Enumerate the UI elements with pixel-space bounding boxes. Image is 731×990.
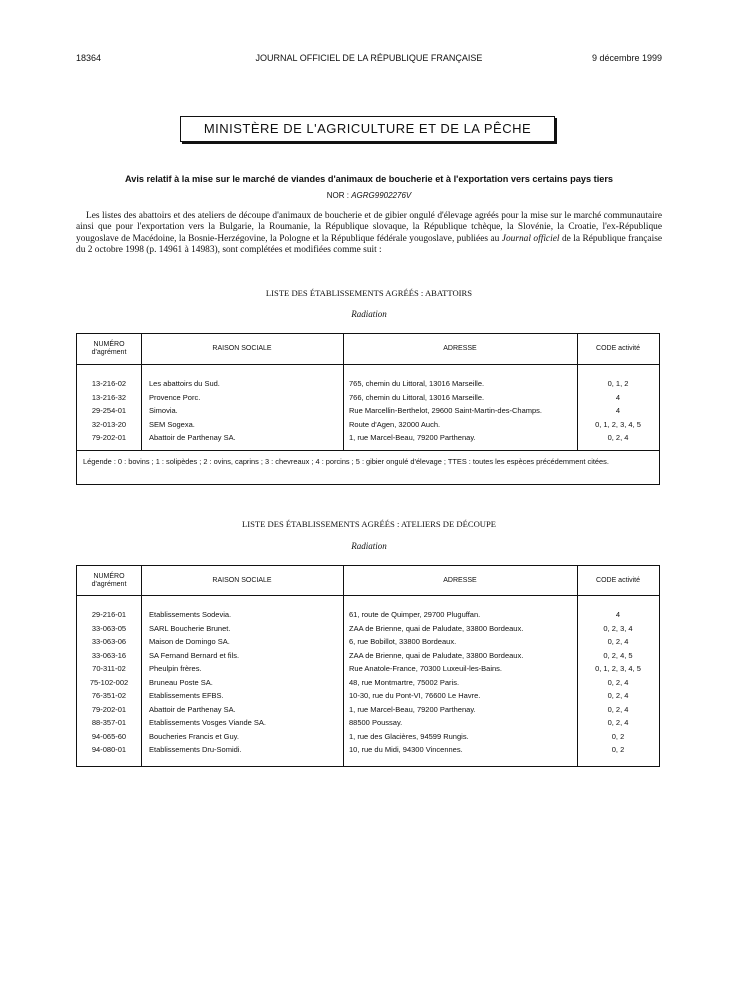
table-row [77, 404, 659, 417]
cell-code-activite: 0, 2, 4 [607, 704, 629, 714]
abattoirs-list-title: LISTE DES ÉTABLISSEMENTS AGRÉÉS : ABATTOIRS [265, 288, 473, 298]
col-header-adresse: ADRESSE [443, 576, 477, 584]
cell-code-activite: 4 [615, 392, 621, 402]
page-number: 18364 [76, 53, 102, 63]
cell-adresse: 1, rue Marcel-Beau, 79200 Parthenay. [349, 704, 476, 714]
cell-raison-sociale: Etablissements Sodevia. [149, 610, 232, 619]
col-header-numero: NUMÉRO d'agrément [91, 572, 127, 588]
ateliers-list-title: LISTE DES ÉTABLISSEMENTS AGRÉÉS : ATELIERS DE DÉCOUPE [241, 519, 497, 529]
ministry-heading: MINISTÈRE DE L'AGRICULTURE ET DE LA PÊCHE [180, 116, 555, 142]
cell-adresse: 61, route de Quimper, 29700 Pluguffan. [349, 610, 481, 619]
cell-adresse: 765, chemin du Littoral, 13016 Marseille. [349, 379, 485, 388]
table-row [77, 743, 659, 756]
cell-numero: 76-351-02 [91, 691, 127, 700]
cell-numero: 13-216-32 [91, 392, 127, 402]
cell-adresse: Rue Anatole-France, 70300 Luxeuil-les-Bains. [349, 664, 503, 673]
table-row [77, 635, 659, 648]
cell-code-activite: 0, 2, 4 [607, 718, 629, 727]
notice-title: Avis relatif à la mise sur le marché de viandes d'animaux de boucherie et à l'exportation vers certains pays tiers [124, 174, 614, 184]
intro-part2: de la République française du 2 octobre 1998 (p. 14961 à 14983), sont complétées et modifiées comme suit : [76, 233, 662, 255]
cell-numero: 33-063-16 [91, 650, 127, 660]
cell-raison-sociale: Maison de Domingo SA. [149, 637, 230, 646]
cell-adresse: 766, chemin du Littoral, 13016 Marseille. [349, 392, 485, 402]
cell-numero: 94-080-01 [91, 745, 127, 754]
col-header-raison: RAISON SOCIALE [212, 576, 272, 584]
cell-adresse: 88500 Poussay. [349, 718, 403, 727]
cell-adresse: 1, rue Marcel-Beau, 79200 Parthenay. [349, 433, 476, 442]
cell-raison-sociale: Etablissements Dru-Somidi. [149, 745, 242, 754]
cell-raison-sociale: Pheulpin frères. [149, 664, 202, 673]
table-row [77, 391, 659, 404]
table-row [77, 377, 659, 390]
table-row [77, 662, 659, 675]
journal-title: JOURNAL OFFICIEL DE LA RÉPUBLIQUE FRANÇAISE [255, 53, 483, 63]
cell-numero: 94-065-60 [91, 731, 127, 741]
table-row [77, 730, 659, 743]
cell-raison-sociale: SA Fernand Bernard et fils. [149, 650, 240, 660]
cell-raison-sociale: Abattoir de Parthenay SA. [149, 433, 236, 442]
ateliers-table [76, 565, 660, 767]
table-row [77, 418, 659, 431]
cell-raison-sociale: Etablissements EFBS. [149, 691, 224, 700]
cell-raison-sociale: Bruneau Poste SA. [149, 677, 213, 687]
cell-code-activite: 0, 2 [611, 731, 625, 741]
cell-numero: 79-202-01 [91, 704, 127, 714]
cell-code-activite: 0, 2, 4 [607, 433, 629, 442]
cell-numero: 75-102-002 [89, 677, 129, 687]
cell-adresse: 1, rue des Glacières, 94599 Rungis. [349, 731, 469, 741]
cell-adresse: ZAA de Brienne, quai de Paludate, 33800 Bordeaux. [349, 623, 524, 633]
cell-raison-sociale: Etablissements Vosges Viande SA. [149, 718, 267, 727]
cell-code-activite: 4 [615, 610, 621, 619]
table-header [77, 334, 659, 365]
table-row [77, 703, 659, 716]
cell-adresse: Route d'Agen, 32000 Auch. [349, 419, 441, 429]
page-header [76, 53, 662, 67]
cell-code-activite: 0, 2, 4 [607, 691, 629, 700]
cell-adresse: Rue Marcellin-Berthelot, 29600 Saint-Martin-des-Champs. [349, 406, 543, 415]
table-legend: Légende : 0 : bovins ; 1 : solipèdes ; 2 : ovins, caprins ; 3 : chevreaux ; 4 : porcins ; 5 : gibier ongulé d'élevage ; TTES : toutes les espèces précédemment citées. [77, 450, 659, 484]
cell-numero: 29-254-01 [91, 406, 127, 415]
table-row [77, 716, 659, 729]
cell-raison-sociale: SEM Sogexa. [149, 419, 195, 429]
cell-adresse: 10, rue du Midi, 94300 Vincennes. [349, 745, 463, 754]
col-header-raison: RAISON SOCIALE [212, 345, 272, 352]
cell-code-activite: 0, 2, 3, 4 [603, 623, 633, 633]
cell-code-activite: 0, 2, 4, 5 [603, 650, 633, 660]
cell-adresse: ZAA de Brienne, quai de Paludate, 33800 Bordeaux. [349, 650, 524, 660]
cell-numero: 29-216-01 [91, 610, 127, 619]
table-row [77, 431, 659, 444]
cell-numero: 70-311-02 [92, 664, 126, 673]
cell-code-activite: 0, 1, 2, 3, 4, 5 [595, 419, 641, 429]
cell-numero: 32-013-20 [91, 419, 127, 429]
nor-reference [76, 191, 662, 200]
cell-numero: 13-216-02 [91, 379, 127, 388]
intro-journal: Journal officiel [501, 233, 560, 244]
cell-code-activite: 0, 2, 4 [607, 677, 629, 687]
cell-code-activite: 0, 2 [611, 745, 625, 754]
publication-date: 9 décembre 1999 [591, 53, 662, 63]
table-row [77, 608, 659, 621]
col-header-code: CODE activité [596, 345, 640, 352]
nor-code: AGRG9902276V [351, 191, 412, 200]
abattoirs-table [76, 333, 660, 485]
cell-code-activite: 0, 2, 4 [607, 637, 629, 646]
cell-raison-sociale: SARL Boucherie Brunet. [149, 623, 231, 633]
abattoirs-section-title: Radiation [351, 309, 387, 319]
table-header [77, 566, 659, 596]
col-header-numero: NUMÉRO d'agrément [91, 341, 127, 356]
intro-part1: Les listes des abattoirs et des ateliers de découpe d'animaux de boucherie et de gibier ongulé d'élevage agréés pour la mise sur le marché communautaire ainsi que pour l'exportation vers la Bulgarie, la Roumanie, la République slovaque, la République tchèque, la Slovénie, la Croatie, l'ex-République yougoslave de Macédoine, la Bosnie-Herzégovine, la Pologne et la République fédérale yougoslave, publiées au [76, 211, 662, 244]
col-header-adresse: ADRESSE [443, 345, 477, 352]
cell-raison-sociale: Abattoir de Parthenay SA. [149, 704, 236, 714]
col-header-code: CODE activité [596, 576, 640, 584]
cell-code-activite: 0, 1, 2, 3, 4, 5 [595, 664, 641, 673]
cell-code-activite: 4 [615, 406, 621, 415]
intro-paragraph [76, 211, 662, 256]
cell-numero: 88-357-01 [91, 718, 127, 727]
cell-raison-sociale: Provence Porc. [149, 392, 201, 402]
table-row [77, 649, 659, 662]
cell-numero: 79-202-01 [91, 433, 127, 442]
cell-code-activite: 0, 1, 2 [607, 379, 629, 388]
cell-raison-sociale: Boucheries Francis et Guy. [149, 731, 239, 741]
cell-adresse: 48, rue Montmartre, 75002 Paris. [349, 677, 460, 687]
ateliers-section-title: Radiation [351, 541, 387, 551]
cell-raison-sociale: Simovia. [149, 406, 178, 415]
cell-adresse: 10-30, rue du Pont-VI, 76600 Le Havre. [349, 691, 481, 700]
cell-numero: 33-063-05 [91, 623, 127, 633]
table-row [77, 676, 659, 689]
cell-numero: 33-063-06 [91, 637, 127, 646]
cell-adresse: 6, rue Bobillot, 33800 Bordeaux. [349, 637, 457, 646]
table-row [77, 689, 659, 702]
table-row [77, 622, 659, 635]
nor-label: NOR : [326, 191, 349, 200]
cell-raison-sociale: Les abattoirs du Sud. [149, 379, 220, 388]
